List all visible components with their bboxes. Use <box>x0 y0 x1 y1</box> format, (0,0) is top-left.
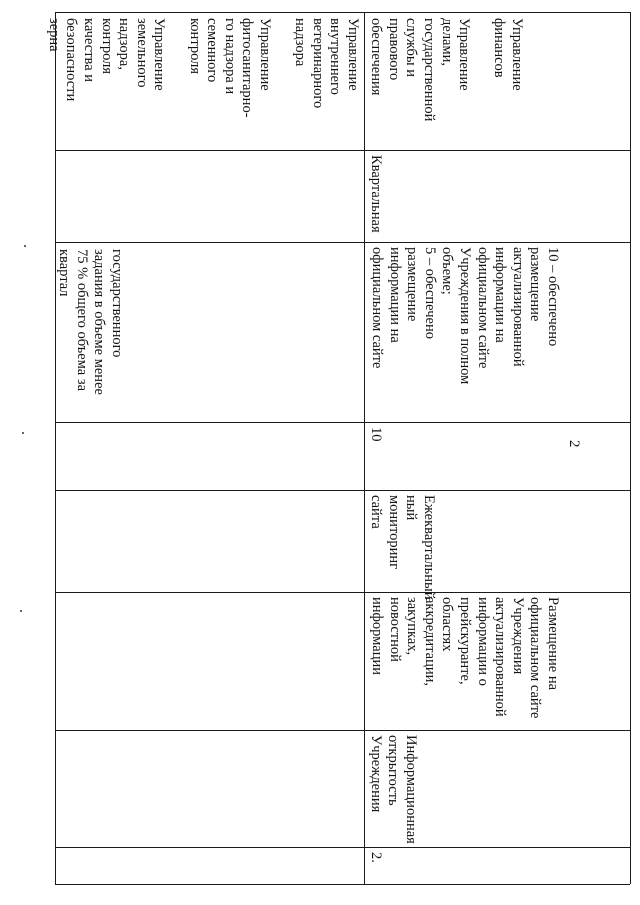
col-separator <box>55 150 630 151</box>
scan-speck <box>20 610 22 612</box>
table-bottom-border <box>55 884 630 885</box>
cell-reporting: Квартальная <box>368 155 384 233</box>
cell-responsible-continued: Управление внутреннего ветеринарного надзора Управление фитосанитарно- го надзора и семенного контроля Управление земельного надзора, контроля качества и безопасности зерна <box>45 18 361 118</box>
cell-planned-value-continued: государственного задания в объеме менее 75 % общего объема за квартал <box>56 249 125 395</box>
col-separator <box>55 847 630 848</box>
cell-criterion: Информационная открытость Учреждения <box>367 735 419 844</box>
table-top-border <box>55 12 630 13</box>
row-separator <box>55 12 56 884</box>
row-separator <box>364 12 365 884</box>
col-separator <box>55 490 630 491</box>
col-separator <box>55 422 630 423</box>
cell-indicator: Размещение на официальном сайте Учреждения актуализированной информации о прейскуранте, областях аккредитации, закупках, новостной информации <box>369 597 561 719</box>
cell-row-number: 2. <box>368 852 384 863</box>
cell-scoring: 10 – обеспечено размещение актуализированной информации на официальном сайте Учреждения в полном объеме; 5 – обеспечено размещение информации на официальном сайте <box>369 247 561 385</box>
col-separator <box>55 592 630 593</box>
cell-max-points: 10 <box>368 427 384 442</box>
col-separator <box>55 242 630 243</box>
scan-speck <box>24 245 26 247</box>
cell-responsible: Управление финансов Управление делами, государственной службы и правового обеспечения <box>368 18 525 122</box>
page-number: 2 <box>566 440 582 448</box>
cell-periodicity: Ежеквартальный ный мониторинг сайта <box>368 495 437 600</box>
col-separator <box>55 730 630 731</box>
scan-speck <box>22 432 24 434</box>
table-right-border <box>630 12 631 884</box>
